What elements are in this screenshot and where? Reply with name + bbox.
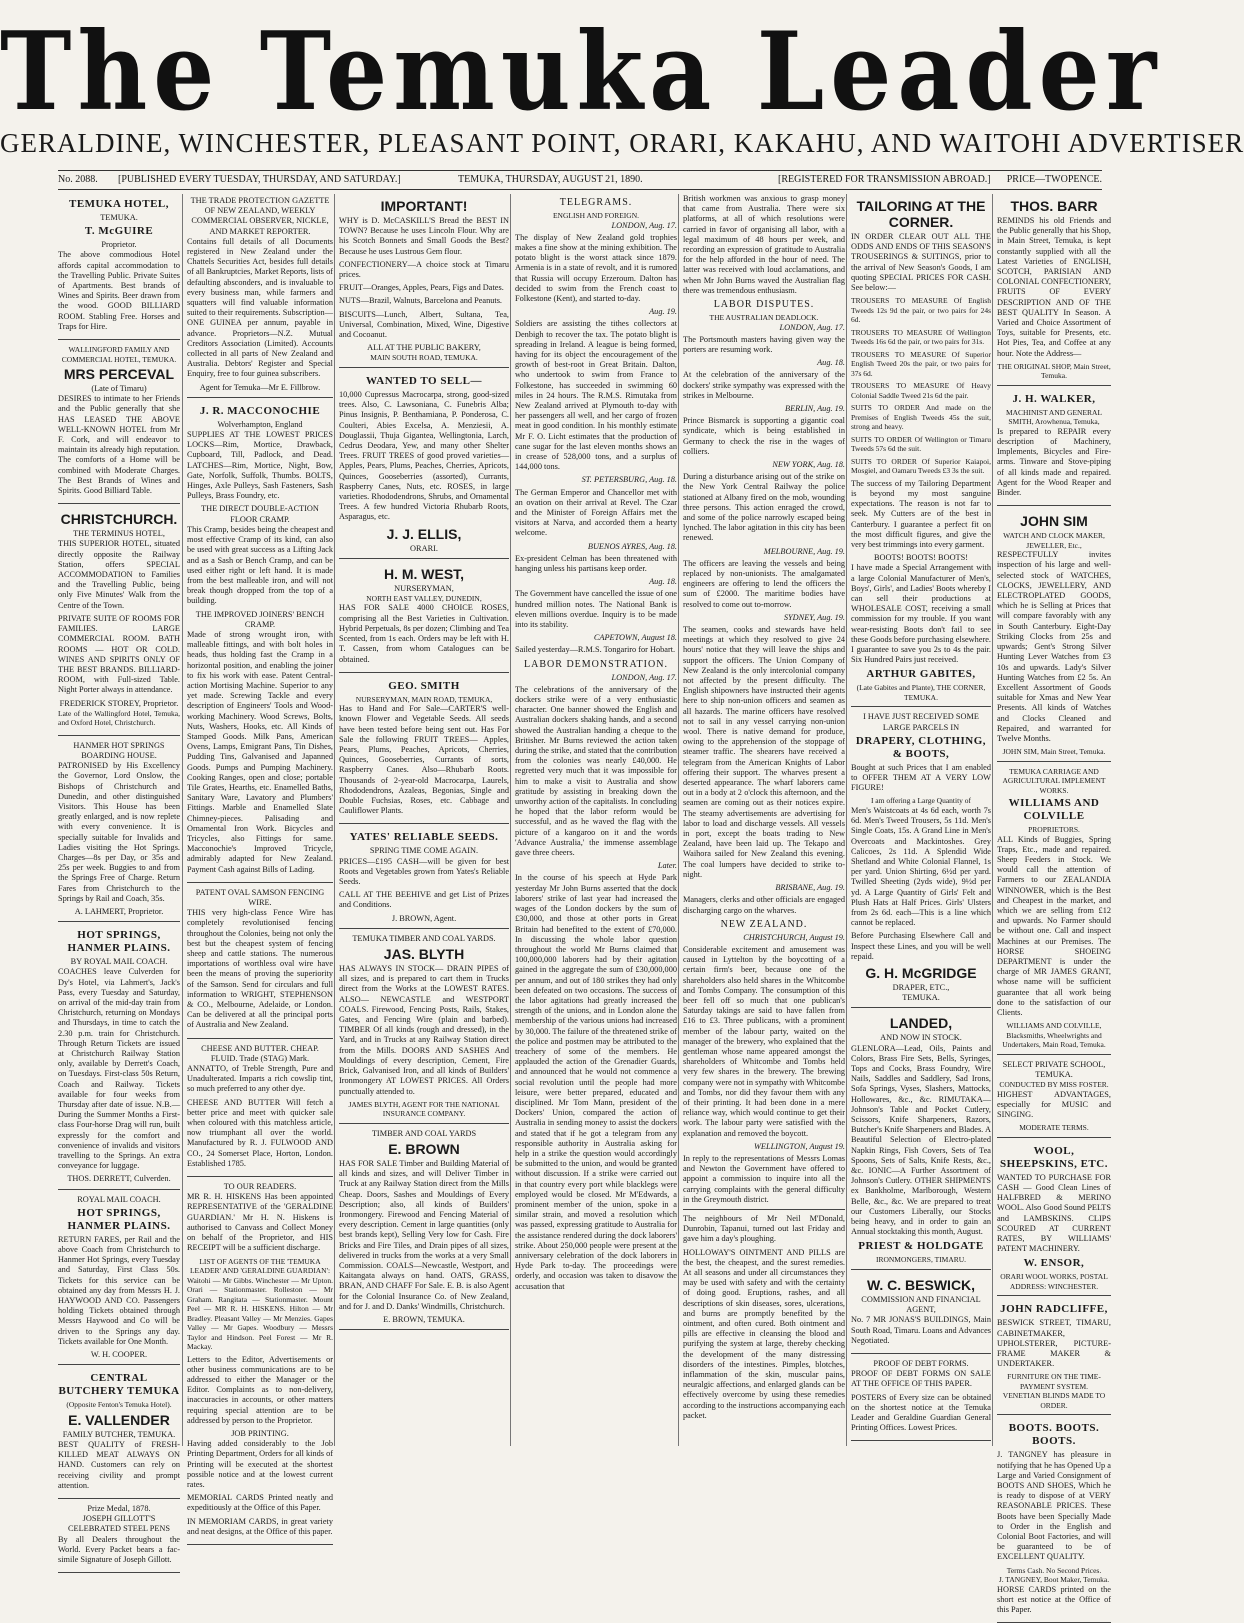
ad-royal-mail [58, 1193, 180, 1366]
ad-annatto [187, 1042, 333, 1177]
ad-body: HAS FOR SALE Timber and Building Material of all kinds and sizes, and will Deliver Timber in Truck at any Railway Station direct from the Mills Cheap. Doors, Sashes and Mouldings of Every Description; also, all kinds of Builders' Ironmongery. Firewood and Fencing Material of every description. Cement in large quantities (only best brands kept), Selling Very low for Cash. Fire Bricks and Fire Tiles, and Drain pipes of all sizes, delivered in trucks from the works at a very Small Commission. COALS—Newcastle, Westport, and Kaitangata always on hand. OATS, GRASS, BRAN, AND CHAFF For Sale. E. B. is also Agent for the Colonial Insurance Co. of New Zealand, and for J. and D. Danks' Windmills, Christchurch. [339, 1158, 509, 1311]
ad-heading: HOT SPRINGS, HANMER PLAINS. [67, 929, 171, 955]
ad-sub: (Late Gabites and Plante), THE CORNER, TEMUKA. [856, 683, 986, 702]
ad-barr [997, 194, 1111, 386]
ad-body: HAS ALWAYS IN STOCK— DRAIN PIPES of all sizes, and is prepared to cart them in Trucks direct from the Works at the LOWEST RATES. ALSO— NEWCASTLE and WESTPORT COALS. Firewood, Fencing Posts, Rails, Stakes, Gates, and Fencing Wire (plain and barbed). TIMBER Of all kinds (rough and dressed), in the Yard, and in Trucks at any Railway Station direct from the Mills. DOORS AND SASHES And Mouldings of every description, Cement, Fire Brick, Galvanised Iron, and all kinds of Builders' Ironmongery AT LOWEST PRICES. All Orders punctually attended to. [339, 964, 509, 1096]
ad-body: PATRONISED by His Excellency the Governor, Lord Onslow, the Bishops of Christchurch and Dunedin, and other distinguished Visitors. This House has been greatly enlarged, and is now replete with every convenience. It is specially suitable for Invalids and Ladies visiting the Hot Springs. Charges—8s per Day, or 35s and 25s per week. Buggies to and from the Springs Free of Charge. Return Fares from Christchurch to the Springs by Rail and Coach, 35s. [58, 761, 180, 903]
ad-line: TROUSERS TO MEASURE Of Heavy Colonial Saddle Tweed 21s 6d the pair. [851, 381, 991, 400]
ad-role: PROPRIETORS. [1028, 825, 1080, 835]
ad-sub: BY ROYAL MAIL COACH. [70, 957, 168, 967]
ad-line: SUITS TO ORDER And made on the Premises of English Tweeds 45s the suit, strong and heavy. [851, 403, 991, 432]
ad-role: NURSERYMAN, [394, 583, 454, 593]
ad-agent: Agent for Temuka—Mr E. Fillbrow. [199, 382, 321, 392]
ad-trade-gazette [187, 194, 333, 398]
dateline: ST. PETERSBURG, Aug. 18. [581, 475, 677, 485]
ad-ebrown [339, 1127, 509, 1330]
ad-body: REMINDS his old Friends and the Public generally that his Shop, in Main Street, Temuka, is kept constantly supplied with all the Latest Varieties of ENGLISH, SCOTCH, PARISIAN AND COLONIAL CONFECTIONERY, FRUITS OF EVERY DESCRIPTION AND OF THE BEST QUALITY In Season. A Varied and Choice Assortment of Toys, suitable for Presents, etc. Hot Pies, Tea, and Coffee at any hour. Note the Address— [997, 216, 1111, 358]
ad-name: JOHN SIM [1020, 513, 1088, 530]
ad-school [997, 1058, 1111, 1138]
ad-note: Terms Cash. No Second Prices. [1006, 1565, 1102, 1575]
ad-name: ARTHUR GABITES, [866, 668, 976, 681]
column-6 [846, 194, 991, 1446]
ad-body: PRICES—£195 CASH—will be given for best Roots and Vegetables grown from Yates's Reliable Seeds. [339, 856, 509, 887]
ad-body: WANTED TO PURCHASE FOR CASH — Good Clean Lines of HALFBRED & MERINO WOOL. Also Good Sound PELTS and LAMBSKINS. CLIPS SCOURED AT CURRENT RATES, BY WILLIAMS' PATENT MACHINERY. [997, 1172, 1111, 1254]
news-paragraph: Ex-president Celman has been threatened with hanging unless his partisans keep order. [515, 553, 677, 573]
ad-radcliffe [997, 1299, 1111, 1415]
ad-body: Letters to the Editor, Advertisements or other business communications are to be addressed to either the Manager or the Editor. Complaints as to non-delivery, inaccuracies in accounts, or other matters requiring special attention are to be addressed by person to the Proprietor. [187, 1354, 333, 1425]
news-paragraph: In reply to the representations of Messrs Lomas and Newton the Government have offered to appoint a commission to inquire into all the carrying complaints with the general difficulty in the Greymouth district. [683, 1153, 845, 1204]
news-paragraph: The officers are leaving the vessels and being replaced by non-unionists. The amalgamated engineers are offering to lend the officers the sum of £2000. The maritime bodies have resolved to come out to-morrow. [683, 558, 845, 609]
ad-sign: J. TANGNEY, Boot Maker, Temuka. [998, 1575, 1110, 1585]
column-2 [182, 194, 333, 1536]
ad-line: FRUIT—Oranges, Apples, Pears, Figs and Dates. [339, 283, 504, 293]
ad-body: POSTERS of Every size can be obtained on the shortest notice at the Temuka Leader and Geraldine Guardian General Printing Offices. Lowest Prices. [851, 1392, 991, 1433]
ad-body: BEST QUALITY of FRESH-KILLED MEAT ALWAYS ON HAND. Customers can rely on receiving civility and prompt attention. [58, 1439, 180, 1490]
ad-note: Prize Medal, 1878. [87, 1504, 151, 1513]
ad-west [339, 562, 509, 673]
ad-address: MAIN SOUTH ROAD, TEMUKA. [370, 353, 478, 363]
ad-owner: A. LAHMERT, Proprietor. [74, 906, 164, 916]
ad-heading: I HAVE JUST RECEIVED SOME LARGE PARCELS IN [863, 712, 979, 732]
ad-heading: THE TRADE PROTECTION GAZETTE OF NEW ZEALAND, WEEKLY COMMERCIAL OBSERVER, NICKLE, AND MARKET REPORTER. [190, 196, 330, 236]
ad-name: W. ENSOR, [1023, 1257, 1085, 1270]
ad-sub: AND NOW IN STOCK. [880, 1033, 962, 1043]
news-paragraph: The neighbours of Mr Neil M'Donald, Dunrobin, Tapanui, turned out last Friday and gave him a day's ploughing. [683, 1213, 845, 1244]
news-paragraph: HOLLOWAY'S OINTMENT AND PILLS are the best, the cheapest, and the surest remedies. At all seasons and under all circumstances they may be used with safety and with the certainty of doing good. Eruptions, rashes, and all descriptions of skin diseases, sores, ulcerations, and burns are promptly benefited by the ointment, and often cured. Both ointment and pills are effective in cleansing the blood and purifying the system at large, thereby checking the development of the many distressing disorders of the intestines. Pimples, blotches, inflammation of the skin, muscular pains, neuralgic affections, and enlarged glands can be effectively overcome by using these remedies according to the instructions accompanying each packet. [683, 1247, 845, 1420]
ad-mccaskill [339, 194, 509, 368]
dateline: Later. [657, 861, 677, 871]
ad-macconochie [187, 401, 333, 883]
ad-heading: LANDED, [889, 1015, 953, 1032]
ad-body: HAS FOR SALE 4000 CHOICE ROSES, comprising all the Best Varieties in Cultivation. Hybrid Perpetuals, 8s per dozen; Climbing and Tea Scented, from 1s each. Orders may be left with H. T. Cassen, from whom Catalogues can be obtained. [339, 603, 509, 664]
ad-heading: CHRISTCHURCH. [60, 511, 178, 528]
ad-body: CALL AT THE BEEHIVE and get List of Prizes and Conditions. [339, 890, 509, 910]
ad-temuka-hotel [58, 194, 180, 340]
ad-place: Wolverhampton, England [217, 419, 303, 429]
ad-line: TROUSERS TO MEASURE Of Wellington Tweeds 16s 6d the pair, or two pairs for 31s. [851, 327, 991, 347]
divider [683, 1209, 845, 1210]
ad-address: THE ORIGINAL SHOP, Main Street, Temuka. [997, 361, 1111, 381]
ad-body: THIS SUPERIOR HOTEL, situated directly opposite the Railway Station, offers SPECIAL ACCOMMODATION to Families and the Travelling Public, being only Five Minutes' Walk from the Centre of the Town. [58, 539, 180, 610]
columns [58, 194, 1111, 1615]
news-paragraph: The display of New Zealand gold trophies makes a fine show at the mining exhibition. The potato blight is the worst attack since 1879. Armenia is in a state of revolt, and it is rumored that Russia will occupy Erzeroum. Dalton has decided to swim from the French coast to Folkestone (Kent), and started to-day. [515, 232, 677, 303]
ad-list: Waitohi — Mr Gibbs. Winchester — Mr Upton. Orari — Stationmaster. Rolleston — Mr Graham. Rangitata — Stationmaster. Mount Peel — MR R. H. HISKENS. Hilton — Mr Bradley. Pleasant Valley — Mr Menzies. Gapes Valley — Mr Gapes. Woodbury — Messrs Taylor and Hindson. Peel Forest — Mr R. Mackay. [187, 1275, 333, 1351]
news-paragraph: The celebrations of the anniversary of the dockers strike were of a very enthusiastic character. One banner showed the English and Australian dockers shaking hands, and a second showed the Australian handing a cheque to the Britisher. Mr Burns reviewed the action taken during the strike, and stated that the contribution from the colonies was nearly £40,000. He regretted very much that it was impossible for him to make a visit to Australia and show gratitude by assisting in breaking down the unworthy action of the capitalists. In concluding he hoped that the labor reform would be successful, and as he waved the flag with the picture of a kangaroo on it and the words 'Advance Australia,' the immense assemblage gave three cheers. [515, 684, 677, 858]
ad-blyth [339, 932, 509, 1124]
ad-heading: CHEESE AND BUTTER. CHEAP. FLUID. Trade (STAG) Mark. [201, 1043, 319, 1063]
ad-heading: WANTED TO SELL— [366, 374, 482, 387]
ad-heading: TEMUKA HOTEL, [68, 198, 170, 210]
ad-tailoring [851, 194, 991, 707]
ad-line: VENETIAN BLINDS MADE TO ORDER. [1002, 1391, 1106, 1410]
ad-walker [997, 389, 1111, 506]
issue-price: PRICE—TWOPENCE. [1006, 174, 1102, 185]
ad-heading: TEMUKA CARRIAGE AND AGRICULTURAL IMPLEMENT WORKS. [1002, 766, 1106, 795]
ad-body: HIGHEST ADVANTAGES, especially for MUSIC and SINGING. [997, 1089, 1111, 1120]
dateline: BUENOS AYRES, Aug. 18. [587, 541, 677, 551]
ad-yates [339, 827, 509, 928]
ad-role: IRONMONGERS, TIMARU. [875, 1255, 967, 1265]
ad-hanmer-coach [58, 925, 180, 1189]
dateline: LONDON, Aug. 17. [779, 322, 845, 332]
section-subheading: ENGLISH AND FOREIGN. [552, 211, 640, 220]
ad-name: W. C. BESWICK, [866, 1276, 976, 1293]
ad-name: H. M. WEST, [383, 565, 465, 582]
ad-body: COACHES leave Culverden for Dy's Hotel, via Lahmert's, Jack's Pass, every Tuesday and Saturday, on arrival of the mid-day train from Christchurch, returning on Mondays and Thursdays, in time to catch the 2.30 p.m. train for Christchurch. Through Return Tickets are issued at Christchurch Railway Station only, available by Derrett's Coach, on Tuesdays. First-class 50s Return, Coach and Railway. Tickets available for four weeks from Thursday after date of issue. N.B.—During the Summer Months a First-class Four-horse Drag will run, built expressly for the comfort and convenience of invalids and visitors travelling to the Springs. An extra conveyance for luggage. [58, 967, 180, 1171]
ad-body: RETURN FARES, per Rail and the above Coach from Christchurch to Hanmer Hot Springs, every Tuesday and Saturday, First Class 50s. Tickets for this service can be obtained any day from Messrs H. J. HAYWOOD AND CO. Passengers holding Tickets obtained through Messrs Haywood and Co will be driven to the Springs any day. Tickets available for One Month. [58, 1234, 180, 1346]
column-5 [678, 194, 845, 1446]
ad-heading: PATENT OVAL SAMSON FENCING WIRE. [195, 887, 325, 907]
section-heading: LABOR DEMONSTRATION. [524, 658, 668, 670]
ad-body: CHEESE AND BUTTER Will fetch a better price and meet with quicker sale when coloured with this matchless article, now triumphant all over the world. Manufactured by R. J. FULWOOD AND CO., 24 Somerset Place, Horton, London. Established 1785. [187, 1097, 333, 1168]
ad-name: JAS. BLYTH [383, 946, 465, 963]
ad-name: MRS PERCEVAL [63, 366, 175, 383]
ad-name: G. H. McGRIDGE [865, 964, 977, 981]
dateline: SYDNEY, Aug. 19. [783, 612, 845, 622]
column-1 [58, 194, 180, 1565]
ad-heading: WOOL, SHEEPSKINS, ETC. [1000, 1144, 1108, 1170]
ad-heading: IMPORTANT! [380, 198, 468, 214]
ad-line: SUITS TO ORDER Of Superior Kaiapoi, Mosgiel, and Oamaru Tweeds £3 3s the suit. [851, 456, 991, 476]
ad-line: NUTS—Brazil, Walnuts, Barcelona and Peanuts. [339, 296, 503, 306]
section-heading: TELEGRAMS. [559, 197, 633, 208]
ad-heading: WALLINGFORD FAMILY AND COMMERCIAL HOTEL, TEMUKA. [61, 345, 177, 364]
ad-body: No. 7 MR JONAS'S BUILDINGS, Main South Road, Timaru. Loans and Advances Negotiated. [851, 1315, 991, 1345]
ad-line: FURNITURE ON THE TIME-PAYMENT SYSTEM. [1007, 1372, 1101, 1391]
masthead [0, 0, 1244, 160]
column-7 [992, 194, 1111, 1615]
ad-heading: JOSEPH GILLOTT'S CELEBRATED STEEL PENS [67, 1514, 171, 1534]
ad-gillott [58, 1502, 180, 1573]
ad-sign: WILLIAMS AND COLVILLE, Blacksmiths, Wheelwrights and Undertakers, Main Road, Temuka. [1002, 1021, 1106, 1050]
ad-name: GEO. SMITH [388, 679, 460, 692]
ad-owner: W. H. COOPER. [90, 1350, 148, 1360]
ad-line: CONFECTIONERY—A choice stock at Timaru prices. [339, 259, 509, 280]
news-paragraph: During a disturbance arising out of the strike on the New York Central Railway the police stationed at Albany fired on the mob, wounding three persons. This action enraged the crowd, and some of the police narrowly escaped being lynched. The labor agitation in this city has been renewed. [683, 472, 845, 543]
ad-name: J. H. WALKER, [1012, 392, 1096, 405]
ad-line: SUITS TO ORDER Of Wellington or Timaru Tweeds 57s 6d the suit. [851, 434, 991, 454]
newspaper-subtitle: GERALDINE, WINCHESTER, PLEASANT POINT, ORARI, KAKAHU, AND WAITOHI ADVERTISER [0, 128, 1244, 158]
ad-subheading: THE DIRECT DOUBLE-ACTION FLOOR CRAMP. [201, 504, 319, 524]
ad-body: WHY is D. McCASKILL'S Bread the BEST IN TOWN? Because he uses Lincoln Flour. Why are his Scotch Bonnets and Small Goods the Best? Because he uses Lustrous Gem flour. [339, 216, 509, 256]
ad-role: DRAPER, ETC., [892, 982, 950, 992]
news-paragraph: Considerable excitement and amusement was caused in Lyttelton by the boycotting of a certain firm's beer, because one of the shareholders also held shares in the Whitcombe and Tombs Company. The consumption of this beer fell off so much that one publican's Saturday takings are said to have fallen from £16 to £3. Three publicans, with a prominent member of the labour party, waited on the manager of the brewery, who explained that the gentleman whose name appeared amongst the shareholders of Whitcombe and Tombs held very few shares in the brewery. The brewing company were not in sympathy with Whitcombe and Tombs, nor did they favour them with any of their printing. It had been done in a mere reliance way, which would continue to get their work. The labour party were satisfied with the explanation and removed the boycott. [683, 944, 845, 1138]
ad-subheading: BOOTS! BOOTS! BOOTS! [873, 553, 969, 563]
ad-place: TEMUKA. [100, 213, 138, 222]
ad-body: SUPPLIES AT THE LOWEST PRICES LOCKS—Rim, Mortice, Drawback, Cupboard, Till, Padlock, and Dead. LATCHES—Rim, Mortice, Night, Bow, Gate, Norfolk, Suffolk, Thumbs. BOLTS, Hinges, Axle Pulleys, Sash Fasteners, Sash Pulleys, Brass Foundry, etc. [187, 430, 333, 501]
dateline: BERLIN, Aug. 19. [785, 403, 845, 413]
ad-list: PRIVATE SUITE OF ROOMS FOR FAMILIES. LARGE COMMERCIAL ROOM. BATH ROOMS — HOT OR COLD. WINES AND SPIRITS ONLY OF THE BEST BRANDS. BILLIARD-ROOM, with Full-sized Table. Night Porter always in attendance. [58, 613, 180, 695]
ad-body: The above commodious Hotel affords capital accommodation to the Travelling Public. Private Suites of Apartments. Best brands of Wines and Spirits. Beer drawn from the wood. GOOD BILLIARD ROOM. Stabling Free. Horses and Traps for Hire. [58, 250, 180, 331]
ad-heading: CENTRAL BUTCHERY TEMUKA [58, 1372, 180, 1398]
ad-heading: SELECT PRIVATE SCHOOL, TEMUKA. [1002, 1059, 1106, 1079]
section-heading: NEW ZEALAND. [720, 918, 808, 930]
ad-role: COMMISSION AND FINANCIAL AGENT, [861, 1294, 981, 1315]
ad-name: J. J. ELLIS, [386, 525, 462, 542]
dateline: Aug. 18. [649, 577, 677, 587]
ad-proof-forms [851, 1357, 991, 1441]
news-paragraph: The Portsmouth masters having given way the porters are resuming work. [683, 334, 845, 354]
registration-note: [REGISTERED FOR TRANSMISSION ABROAD.] [778, 174, 991, 185]
ad-subheading: LIST OF AGENTS OF THE 'TEMUKA LEADER' AND 'GERALDINE GUARDIAN': [189, 1256, 331, 1275]
ad-note: Late of the Wallingford Hotel, Temuka, and Oxford Hotel, Christchurch. [58, 708, 180, 728]
ad-role: FAMILY BUTCHER, TEMUKA. [62, 1429, 176, 1439]
dateline: Aug. 19. [649, 307, 677, 317]
ad-name: E. VALLENDER [68, 1411, 170, 1428]
ad-agent: J. BROWN, Agent. [391, 913, 457, 923]
ad-sub: (Opposite Fenton's Temuka Hotel). [66, 1400, 172, 1410]
section-heading: LABOR DISPUTES. [713, 299, 815, 311]
ad-body: MR R. H. HISKENS Has been appointed REPRESENTATIVE of the 'GERALDINE GUARDIAN.' Mr H. N. Hiskens is authorised to Canvass and Collect Money on behalf of the Proprietor, and HIS RECEIPT will be a sufficient discharge. [187, 1192, 333, 1253]
ad-body: Bought at such Prices that I am enabled to OFFER THEM AT A VERY LOW FIGURE! [851, 762, 991, 793]
dateline: CAPETOWN, August 18. [593, 633, 677, 643]
ad-heading: J. R. MACCONOCHIE [199, 404, 321, 417]
column-4 [510, 194, 677, 1446]
dateline: Aug. 18. [817, 358, 845, 368]
ad-ellis [339, 371, 509, 559]
news-paragraph: British workmen was anxious to grasp money that came from Australia. There were six platforms, at all of which resolutions were carried in favor of organising all labor, with a legal maximum of 48 hours per week, and recording an expression of gratitude to Australia for the help afforded in the hour of need. The latter was received with loud acclamations, and when Mr John Burns waved the Australian flag there was tremendous enthusiasm. [683, 194, 845, 295]
ad-subheading: DRAPERY, CLOTHING, & BOOTS, [855, 734, 987, 760]
ad-body: GLENLORA—Lead, Oils, Paints and Colors, Brass Fire Sets, Bells, Syringes, Tops and Cocks, Brass Foundry, Wire Nails, Saddles and Saddlery, Sad Irons, Sofa Springs, Vyses, Slashers, Mattocks, Hollowares, &c., &c. RIMUTAKA—Johnson's Table and Pocket Cutlery, Scissors, Knife Sharpeners, Razors, Butcher's Knife Sharpeners and Blades. A Beautiful Selection of Electro-plated Napkin Rings, Fish Covers, Sets of Tea Spoons, Sets of Salts, Knife Rests, &c., &c. IONIC—A Further Assortment of Johnson's Cutlery. OTHER SHIPMENTS ex Bankholme, Marlborough, Western Belle, &c., &c. We are prepared to treat our Customers Liberally, our Stocks being heavy, and in order to gain an Annual stocktaking this month, August. [851, 1043, 991, 1237]
news-paragraph: Sailed yesterday—R.M.S. Tongariro for Hobart. [515, 645, 676, 655]
issue-number: No. 2088. [58, 174, 98, 185]
ad-role: WATCH AND CLOCK MAKER, JEWELLER, Etc., [1003, 531, 1105, 550]
ad-body: IN ORDER CLEAR OUT ALL THE ODDS AND ENDS OF THIS SEASON'S TROUSERINGS & SUITINGS, prior to the arrival of New Season's Goods, I am quoting SPECIAL PRICES FOR CASH. See below:— [851, 232, 991, 293]
news-paragraph: At the celebration of the anniversary of the dockers' strike sympathy was expressed with the strikes in Melbourne. [683, 370, 845, 400]
ad-body: This Cramp, besides being the cheapest and most effective Cramp of its kind, can also be used with great success as a Lifting Jack and as a Sash or Bench Cramp, and can be used either right or left hand. It is made from the best malleable iron, and will not break though dropped from the top of a building. [187, 524, 333, 606]
ad-perceval [58, 343, 180, 504]
ad-address: NORTH EAST VALLEY, DUNEDIN, [366, 593, 482, 603]
ad-body: THIS very high-class Fence Wire has completely revolutionised fencing throughout the Colonies, being not only the best but the cheapest system of fencing sheep and cattle stations. The numerous importations of worthless oval wire have been the means of proving the superiority of the Samson. Send for circulars and full information to WRIGHT, STEPHENSON & CO., Melbourne, Adelaide, or London. Can be delivered at all the principal ports of Australia and New Zealand. [187, 908, 333, 1030]
news-paragraph: Soldiers are assisting the tithes collectors at Denbigh to recover the tax. The potato blight is spreading in Ireland. A league is being formed, having for its object the encouragement of the growth of best-root in Great Britain. Dalton, who undertook to swim from France to Folkestone, has succeeded in swimming 60 miles in 24 hours. The R.M.S. Rimutaka from New Zealand arrived at Plymouth to-day with her passengers all well, and her cargo of frozen meat in good condition. In his monthly estimate Mr F. O. Licht estimates that the production of cane sugar for the last eleven months shows an in crease of 528,000 tons, and a surplus of 144,000 tons. [515, 319, 677, 472]
ad-beswick [851, 1273, 991, 1354]
ad-heading: TIMBER AND COAL YARDS [371, 1128, 477, 1138]
ad-heading: TEMUKA TIMBER AND COAL YARDS. [352, 933, 496, 943]
ad-sim [997, 509, 1111, 761]
ad-body: MEMORIAL CARDS Printed neatly and expeditiously at the Office of this Paper. [187, 1493, 333, 1513]
column-3 [334, 194, 509, 1446]
issue-info-bar [58, 170, 1102, 190]
ad-tangney [997, 1418, 1111, 1623]
dateline: WELLINGTON, August 19. [754, 1141, 845, 1151]
ad-role: MACHINIST AND GENERAL SMITH, Arowhenua, Temuka, [1005, 407, 1103, 427]
dateline: CHRISTCHURCH, August 19. [743, 932, 845, 942]
ad-readers [187, 1180, 333, 1545]
ad-owner: THOS. DERRETT, Culverden. [67, 1174, 171, 1184]
ad-list: Men's Waistcoats at 4s 6d each, worth 7s 6d. Men's Tweed Trousers, 5s 11d. Men's Single Coats, 15s. A Grand Line in Men's Overcoats and Mackintoshes. Grey Calicoes, 2s 11d. A Splendid Wide Shetland and White Colonial Flannel, 1s per yard. Union Shirting, 6½d per yard. Twilled Sheeting (2yds wide), 9½d per yd. A Large Quantity of Girls' Felt and Plush Hats at Half Prices. Girls' Ulsters from 2s 6d. each—This is a line which cannot be replaced. [851, 805, 991, 928]
news-paragraph: The Government have cancelled the issue of one hundred million notes. The National Bank is eleven millions overdue. Inquiry is to be made into its stability. [515, 589, 677, 630]
ad-owner: T. McGUIRE [84, 225, 154, 238]
ad-body: Is prepared to REPAIR every description of Machinery, Implements, Bicycles and Fire-arms. Tinware and Stove-piping of all kinds made and repaired. Agent for the Wood Reaper and Binder. [997, 426, 1111, 498]
ad-body: By all Dealers throughout the World. Every Packet bears a fac-simile Signature of Joseph Gillott. [58, 1534, 180, 1565]
ad-heading: TO OUR READERS. [223, 1182, 297, 1192]
ad-line: TROUSERS TO MEASURE Of Superior English Tweed 20s the pair, or two pairs for 37s 6d. [851, 349, 991, 378]
issue-date: TEMUKA, THURSDAY, AUGUST 21, 1890. [458, 174, 643, 185]
ad-subheading: THE IMPROVED JOINERS' BENCH CRAMP. [195, 609, 325, 629]
ad-smith [339, 676, 509, 825]
dateline: MELBOURNE, Aug. 19. [763, 546, 845, 556]
ad-name: PRIEST & HOLDGATE [858, 1240, 984, 1253]
publication-schedule: [PUBLISHED EVERY TUESDAY, THURSDAY, AND SATURDAY.] [118, 174, 401, 185]
ad-name: WILLIAMS AND COLVILLE [1008, 797, 1100, 823]
ad-butchery [58, 1368, 180, 1499]
ad-ensor [997, 1141, 1111, 1297]
ad-body: Made of strong wrought iron, with malleable fittings, and with bolt holes in heads, thus holding fast the Cramp in a horizontal position, and enabling the joiner to fix his work with ease. Patent Central-action Mortising Machine. Superior to any yet made. Screwing Tackle and every description of Engineers' Tools and Wood-working Machinery. Wood Screws, Bolts, Nuts, Washers, Hooks, etc. All Kinds of Stamped Goods. Milk Pans, American Ovens, Lamps, Emigrant Pans, Tin Dishes, Pudding Tins, Galvanised and Japanned Goods. Pumps and Pumping Machinery. Cooking Ranges, open and close; portable Tile Grates, Hearths, etc. Enamelled Baths, Sanitary Ware, Lavatory and Plumbers' Fittings. Marble and Enamelled Slate Chimney-pieces. Palisading and Ornamental Iron Work. Bicycles and Tricycles, also Fittings for same. Macconochie's Improved Tricycle, admirably adapted for New Zealand. Payment Cash against Bills of Lading. [187, 629, 333, 874]
ad-note: MODERATE TERMS. [1019, 1123, 1089, 1133]
dateline: LONDON, Aug. 17. [611, 220, 677, 230]
ad-sub: ALL AT THE PUBLIC BAKERY, [367, 343, 481, 353]
ad-heading: HANMER HOT SPRINGS BOARDING HOUSE. [73, 740, 165, 760]
ad-body: 10,000 Cupressus Macrocarpa, strong, good-sized trees. Also, C. Lawsoniana, C. Funebris Alba; Pinus Insignis, P. Benthamiana, P. Ponderosa, C. Coulteri, Abies Excelsa, A. Menziesii, A. Douglassii, Thuja Gigantea, Wellingtonia, Larch, Cedrus Deodara, Yew, and many other Shelter Trees. FRUIT TREES of good proved varieties—Apples, Pears, Plums, Peaches, Cherries, Apricots, Quinces, Gooseberries (assorted), Currants, Raspberry Canes, Nuts, etc. ROSES, in large varieties. Rhododendrons, Shrubs, and Ornamental Trees. A few hundred Victoria Rhubarb Roots, Asparagus, etc. [339, 389, 509, 522]
ad-body: The success of my Tailoring Department is beyond my most sanguine expectations. The reason is not far to seek. My Cutters are of the best in Canterbury. I guarantee a perfect fit on the most difficult figures, and give the very best trimmings into every garment. [851, 478, 991, 549]
ad-heading: ROYAL MAIL COACH. [77, 1194, 161, 1204]
dateline: LONDON, Aug. 17. [611, 672, 677, 682]
ad-sign: E. BROWN, TEMUKA. [383, 1314, 465, 1324]
news-paragraph: The German Emperor and Chancellor met with an ovation on their arrival at Revel. The Czar and the Minister of Foreign Affairs met the visitors at Narva, and accorded them a hearty welcome. [515, 487, 677, 538]
ad-body: DESIRES to intimate to her Friends and the Public generally that she HAS LEASED THE ABOVE WELL-KNOWN HOTEL from Mr F. Cork, and will endeavor to maintain its already high reputation. The comforts of a Home will be combined with Moderate Charges. The Best Brands of Wines and Spirits. Good Billiard Table. [58, 394, 180, 496]
ad-body: Has to Hand and For Sale—CARTER'S well-known Flower and Vegetable Seeds. All seeds have been tested before being sent out. Has For Sale the following FRUIT TREES— Apples, Pears, Plums, Peaches, Apricots, Cherries, Quinces, Gooseberries, Currants of sorts, Raspberry Canes. Also—Rhubarb Roots. Thousands of 2-year-old Macrocarpa, Laurels, Rhododendrons, Azaleas, Begonias, Single and Double Fuchsias, Roses, etc. Cabbage and Cauliflower Plants. [339, 704, 509, 816]
ad-terminus-hotel [58, 507, 180, 735]
section-subheading: THE AUSTRALIAN DEADLOCK. [709, 313, 819, 323]
ad-heading: BOOTS. BOOTS. BOOTS. [1008, 1422, 1100, 1448]
dateline: NEW YORK, Aug. 18. [772, 459, 845, 469]
ad-body: RESPECTFULLY invites inspection of his large and well-selected stock of WATCHES, CLOCKS, JEWELLERY, AND ELECTROPLATED GOODS, which he is Selling at Prices that will compare favorably with any in South Canterbury. Eight-Day Striking Clocks from 25s and upwards; Gent's Strong Silver Hunting Lever Watches from £3 10s and upwards. Lady's Silver Hunting Watches from £2 5s. An Excellent Assortment of Goods suitable for Xmas and New Year Presents. All kinds of Watches and Clocks Cleaned and Repaired, and warranted for Twelve Months. [997, 550, 1111, 743]
ad-hanmer-boarding [58, 739, 180, 922]
ad-heading: YATES' RELIABLE SEEDS. [349, 831, 499, 844]
ad-owner: FREDERICK STOREY, Proprietor. [59, 698, 179, 708]
ad-place: ORARI. [410, 543, 438, 553]
dateline: BRISBANE, Aug. 19. [775, 883, 845, 893]
ad-line: TROUSERS TO MEASURE Of English Tweeds 12s 9d the pair, or two pairs for 24s 6d. [851, 296, 991, 325]
ad-colville [997, 765, 1111, 1055]
ad-samson-wire [187, 886, 333, 1039]
ad-body: Contains full details of all Documents registered in New Zealand under the Chattels Securities Act, besides full details of all Bankruptcies, Market Reports, lists of defaulting absconders, and is invaluable to every business man, while farmers and squatters will find valuable information suited to their requirements. Subscription—ONE GUINEA per annum, payable in advance. Proprietors—N.Z. Mutual Creditors Association (Limited). Accounts collected in all parts of New Zealand and Australia. Debtors' Register and Special Enquiry, free to four guinea subscribers. [187, 236, 333, 379]
ad-body: ANNATTO, of Treble Strength, Pure and Unadulterated. Imparts a rich cowslip tint, so much preferred to any other dye. [187, 1064, 333, 1094]
ad-sub: I am offering a Large Quantity of [870, 796, 972, 806]
ad-agent: JAMES BLYTH, AGENT FOR THE NATIONAL INSURANCE COMPANY. [348, 1099, 500, 1119]
ad-owner-role: Proprietor. [101, 240, 137, 250]
ad-priest-holdgate [851, 1011, 991, 1270]
ad-role: NURSERYMAN, MAIN ROAD, TEMUKA, [355, 694, 493, 704]
ad-body: PROOF OF DEBT FORMS ON SALE AT THE OFFICE OF THIS PAPER. [851, 1369, 991, 1389]
ad-line: BISCUITS—Lunch, Albert, Sultana, Tea, Universal, Combination, Mixed, Wine, Digestive and Cocoanut. [339, 309, 509, 340]
ad-sub: HOT SPRINGS, HANMER PLAINS. [67, 1206, 171, 1232]
news-paragraph: In the course of his speech at Hyde Park yesterday Mr John Burns asserted that the dock laborers' strike of last year had increased the wages of the London dockers by the sum of £30,000, and those at other ports in Great Britain had benefited to the extent of £70,000. In discussing the whole labor question throughout the world Mr Burns claimed that 100,000,000 laborers had by their agitation gained in the aggregate the sum of £30,000,000 per annum, and out of 180 strikes they had only been defeated on two occasions. The success of the labor agitations had greatly increased the strength of the unions, and in London alone the membership of the various unions had increased by 30,000. The failure of the threatened strike of the police and postmen may be attributed to the treachery of some of the members. He applauded the action of the Grenadier Guards, and announced that he would not commence a social revolution until the people had more leisure, were better prepared, educated and disciplined. Mr Tom Mann, president of the Dockers' Union, compared the action of Australia in sending money to assist the dockers and stated that if he got a telegram from any responsible authority in Australia asking for help in a strike the question would accordingly be submitted to the union, and would be granted without discussion. If a strike were carried out in that country every port while blacklegs were employed would be closed. Mr M'Edwards, a prominent member of the union, spoke in a similar strain, and moved a resolution which was passed, expressing gratitude to Australia for the assistance rendered during the dock laborers' strike. About 250,000 people were present at the anniversary celebration of the dock laborers in Hyde Park to-day. The proceedings were orderly, and occasion was taken to disavow the accusation that [515, 873, 677, 1291]
ad-sign: JOHN SIM, Main Street, Temuka. [1002, 747, 1106, 757]
newspaper-title: The Temuka Leader [0, 8, 1163, 135]
ad-body: Having added considerably to the Job Printing Department, Orders for all kinds of Printing will be executed at the shortest possible notice and at the lowest current rates. [187, 1439, 333, 1489]
ad-body: ALL Kinds of Buggies, Spring Traps, Etc., made and repaired. Sheep Feeders in Stock. We would call the attention of Farmers to our ZEALANDIA WINNOWER, which is the Best and Cheapest in the market, and which we are selling from £12 and upwards. No Farmer should be without one. Call and inspect Machines at our Premises. The HORSE SHOEING DEPARTMENT is under the charge of MR JAMES GRANT, whose name will be sufficient guarantee that all work being done to the satisfaction of our Clients. [997, 834, 1111, 1018]
ad-role: ORARI WOOL WORKS, POSTAL ADDRESS: WINCHESTER. [1000, 1272, 1108, 1291]
ad-sub: SPRING TIME COME AGAIN. [369, 846, 479, 856]
ad-sub: THE TERMINUS HOTEL, [73, 529, 165, 539]
news-paragraph: The seamen, cooks and stewards have held meetings at which they resolved to give 24 hours' notice that they will leave the ships and support the officers. The Union Company of New Zealand is the only intercolonial company not affected by the present difficulty. The English shipowners have instructed their agents here to ship non-union officers and seamen as all hazards. The marine officers have resolved not to sail in any vessel carrying non-union wool. There is native demand for produce, owing to the apprehension of the stoppage of steamer traffic. The shearers have received a telegram from the American Knights of Labor offering their support. The wharves present a deserted appearance. The wharf laborers came out in a body at 2 o'clock this afternoon, and the seamen are coming out as their notices expire. The steamy advertisements are advertising for labor to load and discharge vessels. All vessels in port, except the boats trading to New Zealand, have been laid up. The Tekapo and Waihora sailed for New Zealand this evening. The coal lumpers have decided to strike to-night. [683, 625, 845, 879]
ad-place: TEMUKA. [902, 993, 940, 1003]
ad-sub: CONDUCTED BY MISS FOSTER. [999, 1080, 1109, 1090]
news-paragraph: Managers, clerks and other officials are engaged discharging cargo on the wharves. [683, 895, 845, 915]
ad-body: HORSE CARDS printed on the short est notice at the Office of this Paper. [997, 1584, 1111, 1615]
news-paragraph: Prince Bismarck is supporting a gigantic coal syndicate, which is being established in Germany to check the rise in the wages of colliers. [683, 416, 845, 456]
ad-body: IN MEMORIAM CARDS, in great variety and neat designs, at the Office of this paper. [187, 1516, 333, 1536]
ad-body: Before Purchasing Elsewhere Call and Inspect these Lines, and you will be well repaid. [851, 931, 991, 961]
ad-body: J. TANGNEY has pleasure in notifying that he has Opened Up a Large and Varied Consignment of BOOTS AND SHOES, Which he is ready to dispose of at VERY REASONABLE PRICES. These Boots have been Specially Made to Order in the English and Colonial Boot Factories, and will be guaranteed to be of EXCELLENT QUALITY. [997, 1450, 1111, 1562]
ad-name: JOHN RADCLIFFE, [1000, 1303, 1108, 1316]
ad-sub: (Late of Timaru) [91, 384, 147, 394]
ad-heading: TAILORING AT THE CORNER. [856, 198, 986, 230]
ad-heading: PROOF OF DEBT FORMS. [873, 1358, 969, 1368]
ad-name: E. BROWN [388, 1140, 460, 1157]
ad-body: BESWICK STREET, TIMARU, CABINETMAKER, UPHOLSTERER, PICTURE-FRAME MAKER & UNDERTAKER. [997, 1318, 1111, 1369]
ad-mcgridge [851, 710, 991, 1008]
ad-name: THOS. BARR [1010, 198, 1098, 214]
ad-body: I have made a Special Arrangement with a large Colonial Manufacturer of Men's, Boys', Girls', and Ladies' Boots whereby I can sell their productions at WHOLESALE COST, receiving a small commission for my trouble. If you want wear-resisting Boots don't fail to see these Goods before purchasing elsewhere. I guarantee to save you 2s to 4s the pair. Six Hundred Pairs just received. [851, 563, 991, 665]
ad-subheading: JOB PRINTING. [231, 1428, 289, 1438]
